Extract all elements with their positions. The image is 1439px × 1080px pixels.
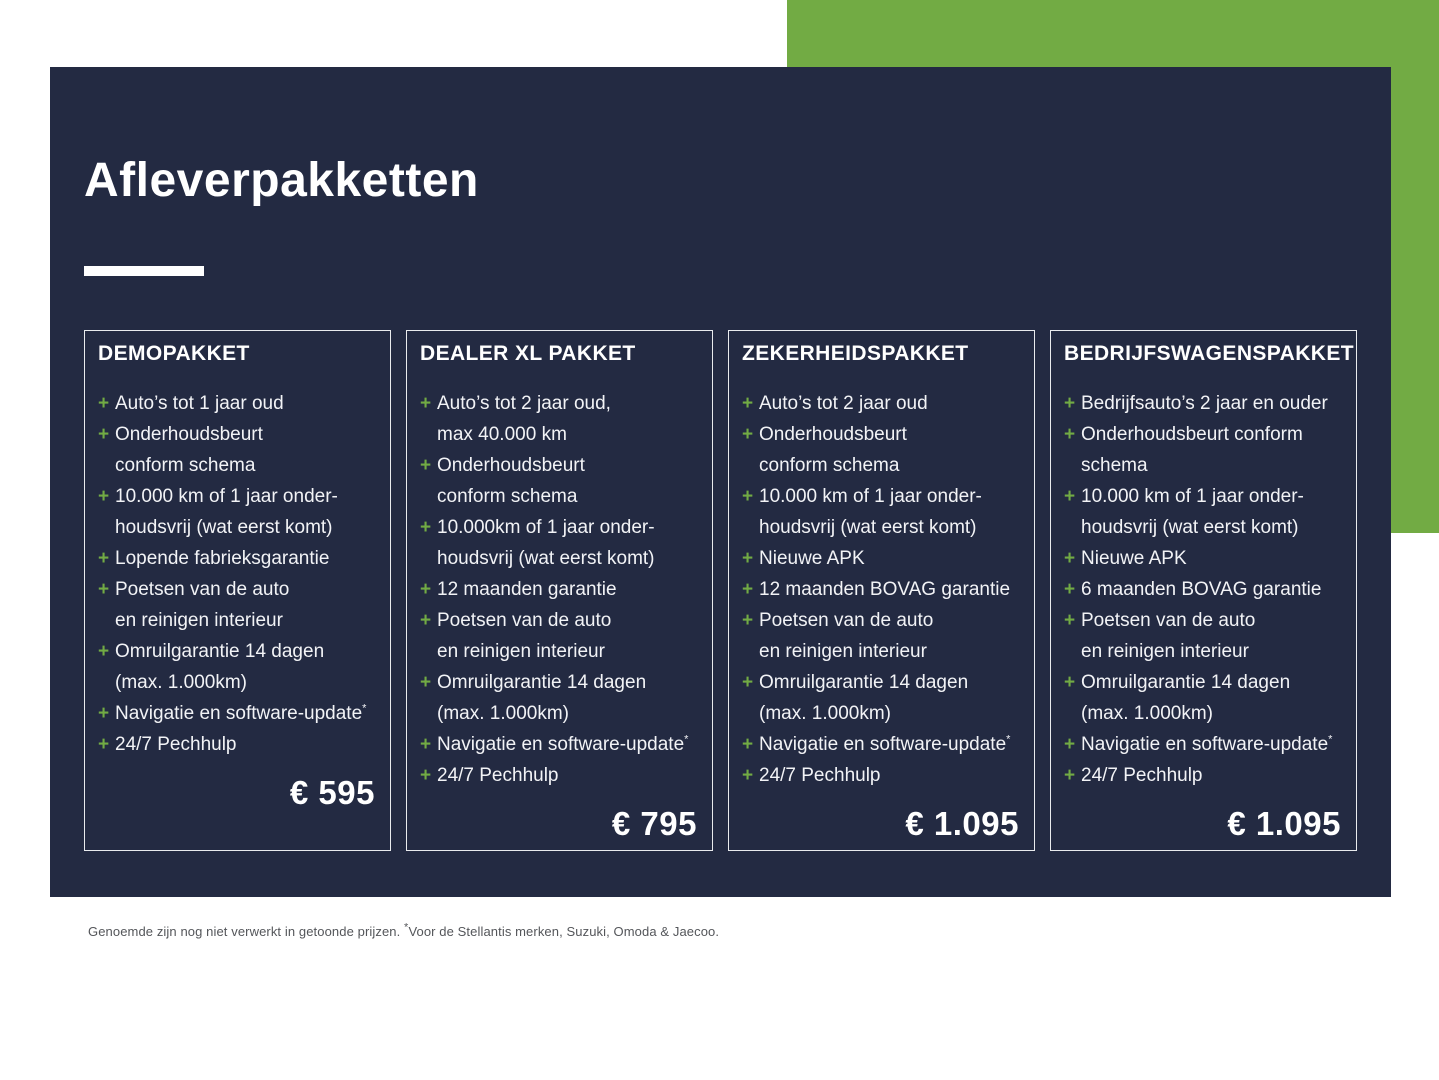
feature-text: 24/7 Pechhulp bbox=[437, 765, 559, 786]
plus-icon: + bbox=[420, 672, 432, 693]
feature-text: Onderhoudsbeurt conform schema bbox=[1081, 424, 1303, 476]
package-title: DEMOPAKKET bbox=[98, 342, 250, 365]
package-feature-item bbox=[742, 667, 1021, 729]
feature-text: Onderhoudsbeurt conform schema bbox=[115, 424, 263, 476]
feature-text: 12 maanden garantie bbox=[437, 579, 617, 600]
footnote-asterisk: * bbox=[404, 921, 409, 934]
feature-text: Navigatie en software-update* bbox=[759, 733, 1011, 755]
footnote bbox=[88, 921, 720, 939]
package-feature-item bbox=[1064, 729, 1343, 760]
package-feature-item bbox=[742, 481, 1021, 543]
package-feature-item bbox=[98, 388, 377, 419]
feature-text: Omruilgarantie 14 dagen (max. 1.000km) bbox=[759, 672, 969, 724]
plus-icon: + bbox=[420, 393, 432, 414]
package-feature-item bbox=[742, 543, 1021, 574]
package-feature-item bbox=[1064, 605, 1343, 667]
plus-icon: + bbox=[742, 765, 754, 786]
plus-icon: + bbox=[420, 734, 432, 755]
plus-icon: + bbox=[420, 517, 432, 538]
plus-icon: + bbox=[1064, 765, 1076, 786]
package-feature-item bbox=[420, 667, 699, 729]
plus-icon: + bbox=[1064, 424, 1076, 445]
feature-text: 6 maanden BOVAG garantie bbox=[1081, 579, 1322, 600]
feature-text: 10.000 km of 1 jaar onder- houdsvrij (wat eerst komt) bbox=[759, 486, 982, 538]
plus-icon: + bbox=[1064, 672, 1076, 693]
package-feature-item bbox=[420, 605, 699, 667]
feature-text: Poetsen van de auto en reinigen interieur bbox=[759, 610, 934, 662]
package-feature-list bbox=[1064, 388, 1343, 791]
feature-text: Nieuwe APK bbox=[1081, 548, 1187, 569]
package-price: € 795 bbox=[611, 805, 697, 842]
asterisk-superscript: * bbox=[684, 733, 689, 746]
package-feature-item bbox=[420, 729, 699, 760]
package-card bbox=[1050, 330, 1357, 851]
plus-icon: + bbox=[1064, 610, 1076, 631]
plus-icon: + bbox=[98, 424, 110, 445]
package-feature-item bbox=[420, 388, 699, 450]
package-feature-item bbox=[98, 543, 377, 574]
plus-icon: + bbox=[98, 486, 110, 507]
package-feature-item bbox=[1064, 388, 1343, 419]
plus-icon: + bbox=[1064, 734, 1076, 755]
package-feature-item bbox=[420, 574, 699, 605]
package-feature-item bbox=[420, 450, 699, 512]
feature-text: Bedrijfsauto’s 2 jaar en ouder bbox=[1081, 393, 1328, 414]
feature-text: Lopende fabrieksgarantie bbox=[115, 548, 330, 569]
feature-text: 12 maanden BOVAG garantie bbox=[759, 579, 1011, 600]
package-feature-item bbox=[1064, 419, 1343, 481]
package-feature-list bbox=[742, 388, 1021, 791]
package-card bbox=[406, 330, 713, 851]
package-feature-item bbox=[742, 419, 1021, 481]
feature-text: 24/7 Pechhulp bbox=[115, 734, 237, 755]
package-feature-item bbox=[1064, 574, 1343, 605]
package-feature-item bbox=[742, 729, 1021, 760]
feature-text: Navigatie en software-update* bbox=[1081, 733, 1333, 755]
package-card bbox=[84, 330, 391, 851]
plus-icon: + bbox=[420, 765, 432, 786]
page-title: Afleverpakketten bbox=[84, 154, 479, 207]
package-feature-item bbox=[420, 760, 699, 791]
plus-icon: + bbox=[420, 610, 432, 631]
plus-icon: + bbox=[98, 703, 110, 724]
plus-icon: + bbox=[98, 641, 110, 662]
footnote-text-brands: Voor de Stellantis merken, Suzuki, Omoda & Jaecoo. bbox=[408, 924, 720, 939]
package-feature-item bbox=[742, 388, 1021, 419]
feature-text: 10.000 km of 1 jaar onder- houdsvrij (wat eerst komt) bbox=[1081, 486, 1304, 538]
feature-text: Poetsen van de auto en reinigen interieur bbox=[115, 579, 290, 631]
content-panel bbox=[50, 67, 1391, 897]
feature-text: Onderhoudsbeurt conform schema bbox=[759, 424, 907, 476]
feature-text: Omruilgarantie 14 dagen (max. 1.000km) bbox=[1081, 672, 1291, 724]
feature-text: Poetsen van de auto en reinigen interieur bbox=[437, 610, 612, 662]
feature-text: Auto’s tot 1 jaar oud bbox=[115, 393, 284, 414]
plus-icon: + bbox=[420, 455, 432, 476]
plus-icon: + bbox=[742, 734, 754, 755]
feature-text: 10.000km of 1 jaar onder- houdsvrij (wat eerst komt) bbox=[437, 517, 655, 569]
plus-icon: + bbox=[1064, 486, 1076, 507]
asterisk-superscript: * bbox=[1006, 733, 1011, 746]
package-feature-item bbox=[1064, 667, 1343, 729]
asterisk-superscript: * bbox=[362, 702, 367, 715]
plus-icon: + bbox=[742, 610, 754, 631]
package-cards bbox=[84, 330, 1357, 851]
feature-text: Navigatie en software-update* bbox=[115, 702, 367, 724]
plus-icon: + bbox=[1064, 579, 1076, 600]
feature-text: 24/7 Pechhulp bbox=[759, 765, 881, 786]
package-feature-item bbox=[1064, 543, 1343, 574]
feature-text: Auto’s tot 2 jaar oud bbox=[759, 393, 928, 414]
plus-icon: + bbox=[742, 672, 754, 693]
feature-text: Omruilgarantie 14 dagen (max. 1.000km) bbox=[115, 641, 325, 693]
feature-text: Nieuwe APK bbox=[759, 548, 865, 569]
package-feature-item bbox=[420, 512, 699, 574]
feature-text: 24/7 Pechhulp bbox=[1081, 765, 1203, 786]
plus-icon: + bbox=[420, 579, 432, 600]
package-feature-item bbox=[742, 605, 1021, 667]
package-feature-item bbox=[98, 636, 377, 698]
plus-icon: + bbox=[98, 579, 110, 600]
package-feature-item bbox=[98, 574, 377, 636]
feature-text: Omruilgarantie 14 dagen (max. 1.000km) bbox=[437, 672, 647, 724]
plus-icon: + bbox=[1064, 548, 1076, 569]
package-feature-item bbox=[98, 729, 377, 760]
title-underline bbox=[84, 266, 204, 276]
footnote-text: Genoemde zijn nog niet verwerkt in getoonde prijzen. bbox=[88, 924, 405, 939]
plus-icon: + bbox=[98, 734, 110, 755]
package-feature-item bbox=[742, 760, 1021, 791]
package-feature-item bbox=[98, 419, 377, 481]
package-feature-item bbox=[98, 481, 377, 543]
feature-text: Onderhoudsbeurt conform schema bbox=[437, 455, 585, 507]
package-feature-item bbox=[1064, 760, 1343, 791]
plus-icon: + bbox=[1064, 393, 1076, 414]
package-title: ZEKERHEIDSPAKKET bbox=[742, 342, 969, 365]
plus-icon: + bbox=[742, 424, 754, 445]
plus-icon: + bbox=[742, 579, 754, 600]
plus-icon: + bbox=[98, 393, 110, 414]
feature-text: 10.000 km of 1 jaar onder- houdsvrij (wat eerst komt) bbox=[115, 486, 338, 538]
feature-text: Navigatie en software-update* bbox=[437, 733, 689, 755]
package-title: DEALER XL PAKKET bbox=[420, 342, 636, 365]
asterisk-superscript: * bbox=[1328, 733, 1333, 746]
package-title: BEDRIJFSWAGENSPAKKET bbox=[1064, 342, 1354, 365]
plus-icon: + bbox=[742, 393, 754, 414]
plus-icon: + bbox=[742, 486, 754, 507]
package-feature-item bbox=[742, 574, 1021, 605]
package-feature-list bbox=[98, 388, 377, 760]
package-card bbox=[728, 330, 1035, 851]
feature-text: Auto’s tot 2 jaar oud, max 40.000 km bbox=[437, 393, 611, 445]
package-feature-list bbox=[420, 388, 699, 791]
plus-icon: + bbox=[98, 548, 110, 569]
package-price: € 1.095 bbox=[905, 805, 1019, 842]
package-feature-item bbox=[98, 698, 377, 729]
plus-icon: + bbox=[742, 548, 754, 569]
package-price: € 595 bbox=[289, 774, 375, 811]
feature-text: Poetsen van de auto en reinigen interieur bbox=[1081, 610, 1256, 662]
package-feature-item bbox=[1064, 481, 1343, 543]
package-price: € 1.095 bbox=[1227, 805, 1341, 842]
